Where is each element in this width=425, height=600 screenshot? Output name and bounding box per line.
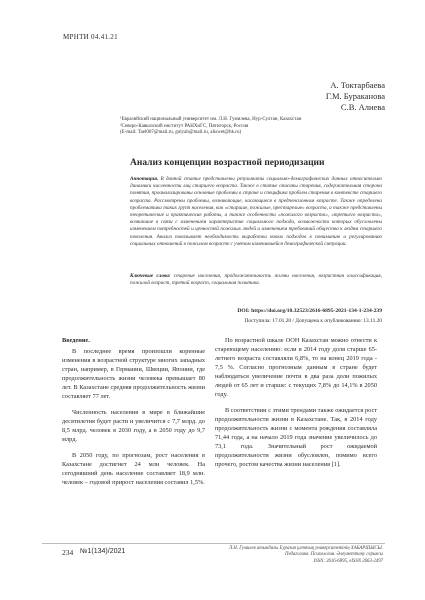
keywords-text: старение населения, продолжительность жизни населения, возрастная классификация, пожилой возраст, третий возраст, социальная политика. [130,273,382,287]
author-emails: (E-mail: Tael007@mail.ru, gulyab@mail.ru, aliswet@bk.ru) [120,130,242,136]
body-column-right [215,336,377,476]
journal-info [153,546,383,565]
affiliations [120,117,385,137]
affiliation-line: ²Северо-Кавказский институт РАНХиГС, Пятигорск, Россия [120,123,249,129]
author-name: А. Токтарбаева [330,80,385,90]
abstract-text: В данной статье представлены результаты социально-демографических данных относительно динамики численности лиц старшего возраста. Также в статье описаны старения, содержательная сторона понятия, проанализированы основные проблемы в стране и специфика проблем старения в контексте старшего возраста. Рассмотрены проблемы, возникающие, касающиеся в предпенсионном возрасте. Также определена проблематика таких групп населения, как «старшие, пожилые, престарелые» возраста, а также представлены теоретические и практические работы, а также особенности «пожилого возраста», «третьего возраста», возникшие в связи с изменением характеристик социального подхода, возможности которых обусловлены изменением потребностей и ценностей пожилых людей и изменением требований общества к людям старшего поколения. Анализ показывает необходимость выработки новых подходов к пониманию и регулированию социальных отношений в пожилом возрасте с учетом изменившейся демографической ситуации. [130,176,382,247]
body-paragraph: Численность населения в мире в ближайшие десятилетия будет расти и увеличится с 7,7 млрд. до 8,5 млрд. человек в 2030 году, а в 2050 году до 9,7 млрд. [62,409,205,443]
journal-series: Педагогика. Психология. Әлеуметтану сериясы [285,552,383,558]
footer-divider [42,543,385,544]
affiliation-line: ¹Евразийский национальный университет им. Л.Н. Гумилева, Нур-Султан, Казахстан [120,117,302,122]
body-paragraph: В последнее время произошли коренные изменения в возрастной структуре многих западных стран, например, в Германии, Швеции, Японии, где продолжительность жизни человека превышает 80 лет. В Казахстане средняя продолжительность жизни составляет 77 лет. [62,348,205,400]
body-paragraph: В соответствии с этими трендами также ожидается рост продолжительности жизни в Казахстане. Так, в 2014 году продолжительность жизни с момента рождения составляла 71,44 года, а на начало 2019 года значение увеличилось до 73,1 года. Значительный рост ожидаемой продолжительности жизни обусловлен, помимо всего прочего, ростом качества жизни населения [1]. [215,407,377,468]
body-paragraph: По возрастной шкале ООН Казахстан можно отнести к стареющему населению: если в 2014 году доля старше 65-летнего возраста составляли 6,8%, то на конец 2019 года - 7,5 %. Согласно прогнозным данным в стране будет наблюдаться увеличение почти в два раза доли пожилых людей от 65 лет и старше: с текущих 7,8% до 14,1% в 2050 году. [215,337,377,398]
author-name: Г.М. Бураканова [325,91,385,101]
doi-link[interactable]: DOI: https://doi.org/10.32523/2616-6895-2021-134-1-234-239 [237,308,382,314]
keywords-label: Ключевые слова: [130,273,171,279]
author-name: С.В. Алиева [340,102,385,112]
article-title: Анализ концепции возрастной периодизации [130,158,325,168]
body-paragraph: В 2050 году, по прогнозам, рост населения в Казахстане достигнет 24 млн человек. На сегодняшний день население составляет 18,9 млн. человек – годовой прирост населения составил 1,5%. [62,452,205,486]
section-heading: Введение. [62,337,90,344]
issue-number: №1(134)/2021 [80,548,126,555]
received-accepted-dates: Поступила: 17.01.20 / Допущена к опубликованию: 13.11.20 [244,318,382,324]
abstract-label: Аннотация. [130,176,159,182]
author-list [326,80,385,113]
body-column-left [62,336,205,494]
page-number: 234 [62,548,74,557]
journal-issn: ISSN: 2616-6895, eISSN 2663-2497 [313,558,383,564]
udc-code: МРНТИ 04.41.21 [63,33,118,41]
abstract [130,176,382,248]
keywords [130,273,382,287]
journal-name: Л.Н. Гумилев атындағы Еуразия ұлттық университетінің ХАБАРШЫСЫ. [228,546,383,551]
